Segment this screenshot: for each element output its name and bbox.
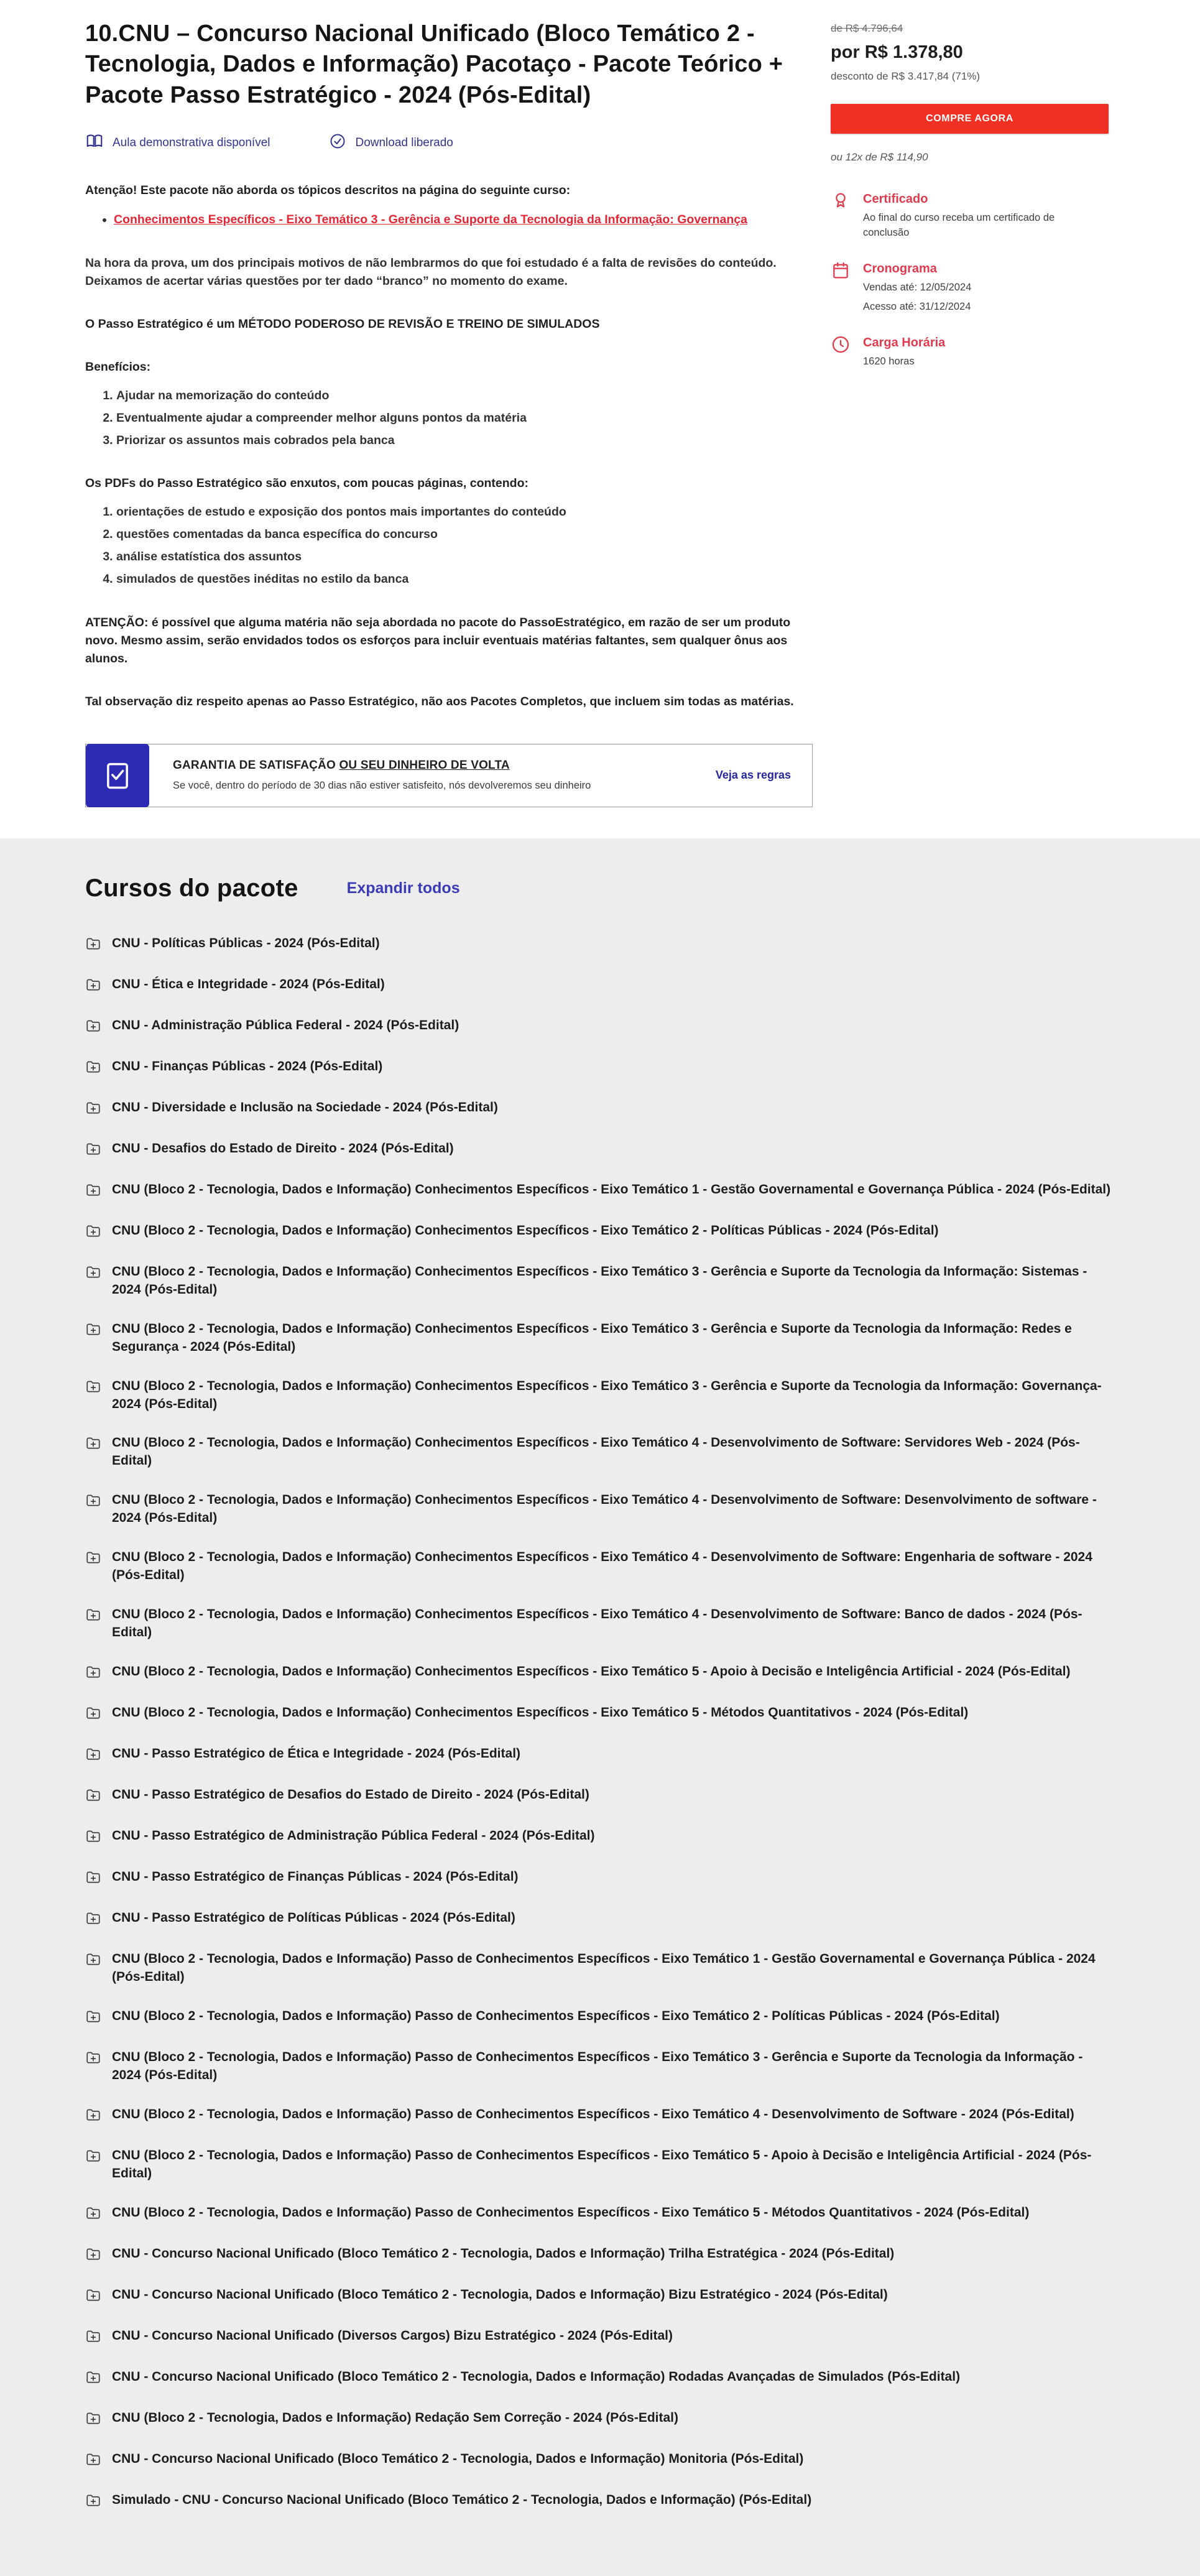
course-row[interactable]	[85, 1909, 1115, 1929]
course-title: CNU (Bloco 2 - Tecnologia, Dados e Informação) Conhecimentos Específicos - Eixo Temático 2 - Políticas Públicas - 2024 (Pós-Edital)	[112, 1223, 939, 1238]
old-price: de R$ 4.796,64	[831, 22, 903, 34]
purchase-info-body	[863, 192, 1099, 241]
guarantee-title-plain: GARANTIA DE SATISFAÇÃO	[173, 759, 339, 772]
purchase-info-line: 1620 horas	[863, 355, 915, 367]
pdf-content-item: 4. simulados de questões inéditas no estilo da banca	[116, 570, 808, 588]
purchase-info-list	[831, 192, 1117, 369]
course-row[interactable]	[85, 935, 1115, 955]
course-title: CNU - Passo Estratégico de Políticas Públicas - 2024 (Pós-Edital)	[112, 1911, 515, 1925]
purchase-info-title: Cronograma	[863, 261, 937, 276]
folder-plus-icon	[85, 976, 101, 996]
course-title: CNU - Passo Estratégico de Administração Pública Federal - 2024 (Pós-Edital)	[112, 1828, 595, 1843]
purchase-info-item	[831, 336, 1117, 369]
course-title: CNU (Bloco 2 - Tecnologia, Dados e Informação) Conhecimentos Específicos - Eixo Temático 4 - Desenvolvimento de Software: Desenvolvimento de software - 2024 (Pós-Edital)	[112, 1493, 1097, 1526]
installments-label: ou 12x de R$ 114,90	[831, 151, 928, 163]
medal-icon	[831, 192, 851, 241]
folder-plus-icon	[85, 1263, 101, 1283]
course-row[interactable]	[85, 1320, 1115, 1356]
folder-plus-icon	[85, 1950, 101, 1970]
course-title: CNU (Bloco 2 - Tecnologia, Dados e Informação) Redação Sem Correção - 2024 (Pós-Edital)	[112, 2411, 678, 2425]
course-row[interactable]	[85, 2008, 1115, 2027]
purchase-panel	[831, 19, 1117, 838]
course-row[interactable]	[85, 1549, 1115, 1585]
course-title: CNU (Bloco 2 - Tecnologia, Dados e Informação) Passo de Conhecimentos Específicos - Eixo Temático 3 - Gerência e Suporte da Tecnologia da Informação - 2024 (Pós-Edital)	[112, 2050, 1083, 2083]
folder-plus-icon	[85, 1434, 101, 1454]
benefits-title: Benefícios:	[85, 360, 151, 374]
course-title: CNU (Bloco 2 - Tecnologia, Dados e Informação) Conhecimentos Específicos - Eixo Temático 1 - Gestão Governamental e Governança Pública - 2024 (Pós-Edital)	[112, 1182, 1111, 1197]
benefits-list	[116, 387, 808, 450]
course-title: CNU (Bloco 2 - Tecnologia, Dados e Informação) Passo de Conhecimentos Específicos - Eixo Temático 2 - Políticas Públicas - 2024 (Pós-Edital)	[112, 2009, 1000, 2024]
folder-plus-icon	[85, 2106, 101, 2126]
package-description	[85, 182, 808, 711]
folder-plus-icon	[85, 2327, 101, 2347]
course-row[interactable]	[85, 2327, 1115, 2347]
page-title: 10.CNU – Concurso Nacional Unificado (Bloco Temático 2 - Tecnologia, Dados e Informação) Pacotaço - Pacote Teórico + Pacote Passo Estratégico - 2024 (Pós-Edital)	[85, 21, 783, 108]
book-icon	[85, 132, 104, 154]
course-title: CNU - Passo Estratégico de Finanças Públicas - 2024 (Pós-Edital)	[112, 1869, 519, 1884]
course-row[interactable]	[85, 2049, 1115, 2085]
excluded-course-link[interactable]: Conhecimentos Específicos - Eixo Temático 3 - Gerência e Suporte da Tecnologia da Informação: Governança	[114, 213, 747, 227]
folder-plus-icon	[85, 1099, 101, 1119]
check-circle-icon	[329, 132, 346, 154]
purchase-info-body	[863, 262, 971, 315]
folder-plus-icon	[85, 1181, 101, 1201]
pdf-contents-list	[116, 503, 808, 589]
folder-plus-icon	[85, 1606, 101, 1626]
guarantee-text	[149, 759, 716, 792]
course-title: CNU - Diversidade e Inclusão na Sociedade - 2024 (Pós-Edital)	[112, 1100, 498, 1114]
purchase-info-title: Carga Horária	[863, 335, 946, 350]
pdfs-title: Os PDFs do Passo Estratégico são enxutos, com poucas páginas, contendo:	[85, 476, 528, 491]
course-title: CNU (Bloco 2 - Tecnologia, Dados e Informação) Conhecimentos Específicos - Eixo Temático 5 - Apoio à Decisão e Inteligência Artificial - 2024 (Pós-Edital)	[112, 1664, 1071, 1679]
course-row[interactable]	[85, 2245, 1115, 2265]
course-row[interactable]	[85, 1827, 1115, 1847]
course-title: CNU (Bloco 2 - Tecnologia, Dados e Informação) Passo de Conhecimentos Específicos - Eixo Temático 5 - Apoio à Decisão e Inteligência Artificial - 2024 (Pós-Edital)	[112, 2148, 1092, 2181]
course-row[interactable]	[85, 2286, 1115, 2306]
badge-demo-lesson-label: Aula demonstrativa disponível	[113, 136, 270, 150]
top-section	[0, 0, 1200, 838]
folder-plus-icon	[85, 1868, 101, 1888]
main-column	[85, 19, 808, 838]
course-title: CNU (Bloco 2 - Tecnologia, Dados e Informação) Conhecimentos Específicos - Eixo Temático 4 - Desenvolvimento de Software: Engenharia de software - 2024 (Pós-Edital)	[112, 1550, 1092, 1583]
course-row[interactable]	[85, 1140, 1115, 1160]
purchase-info-line: Acesso até: 31/12/2024	[863, 300, 971, 312]
course-title: CNU - Concurso Nacional Unificado (Bloco Temático 2 - Tecnologia, Dados e Informação) Trilha Estratégica - 2024 (Pós-Edital)	[112, 2246, 895, 2261]
folder-plus-icon	[85, 2286, 101, 2306]
course-row[interactable]	[85, 2368, 1115, 2388]
course-row[interactable]	[85, 1745, 1115, 1765]
pdf-content-item: 2. questões comentadas da banca específica do concurso	[116, 526, 808, 544]
courses-section-title: Cursos do pacote	[85, 874, 298, 902]
paragraph-method: O Passo Estratégico é um MÉTODO PODEROSO DE REVISÃO E TREINO DE SIMULADOS	[85, 317, 600, 331]
course-row[interactable]	[85, 1222, 1115, 1242]
clipboard-check-icon	[86, 744, 149, 807]
badges-row	[85, 132, 808, 154]
course-title: CNU (Bloco 2 - Tecnologia, Dados e Informação) Conhecimentos Específicos - Eixo Temático 3 - Gerência e Suporte da Tecnologia da Informação: Sistemas - 2024 (Pós-Edital)	[112, 1264, 1087, 1297]
folder-plus-icon	[85, 1704, 101, 1724]
folder-plus-icon	[85, 1320, 101, 1340]
course-row[interactable]	[85, 2409, 1115, 2429]
folder-plus-icon	[85, 1491, 101, 1511]
course-title: CNU - Concurso Nacional Unificado (Bloco Temático 2 - Tecnologia, Dados e Informação) Rodadas Avançadas de Simulados (Pós-Edital)	[112, 2370, 961, 2384]
badge-download	[329, 132, 453, 154]
course-title: CNU - Concurso Nacional Unificado (Bloco Temático 2 - Tecnologia, Dados e Informação) Monitoria (Pós-Edital)	[112, 2452, 804, 2467]
course-row[interactable]	[85, 1099, 1115, 1119]
benefit-item: 1. Ajudar na memorização do conteúdo	[116, 387, 808, 405]
course-title: CNU (Bloco 2 - Tecnologia, Dados e Informação) Conhecimentos Específicos - Eixo Temático 3 - Gerência e Suporte da Tecnologia da Informação: Redes e Segurança - 2024 (Pós-Edital)	[112, 1321, 1072, 1354]
folder-plus-icon	[85, 1017, 101, 1037]
folder-plus-icon	[85, 2409, 101, 2429]
course-row[interactable]	[85, 1606, 1115, 1642]
final-note: Tal observação diz respeito apenas ao Passo Estratégico, não aos Pacotes Completos, que incluem sim todas as matérias.	[85, 695, 794, 709]
attention-note: ATENÇÃO: é possível que alguma matéria não seja abordada no pacote do PassoEstratégico, em razão de ser um produto novo. Mesmo assim, serão envidados todos os esforços para incluir eventuais matérias faltantes, sem qualquer ônus aos alunos.	[85, 615, 791, 666]
benefit-item: 3. Priorizar os assuntos mais cobrados pela banca	[116, 432, 808, 450]
course-list	[85, 935, 1115, 2511]
folder-plus-icon	[85, 1786, 101, 1806]
course-row[interactable]	[85, 1868, 1115, 1888]
badge-download-label: Download liberado	[355, 136, 453, 150]
course-title: CNU - Concurso Nacional Unificado (Diversos Cargos) Bizu Estratégico - 2024 (Pós-Edital)	[112, 2328, 673, 2343]
folder-plus-icon	[85, 2147, 101, 2167]
course-title: CNU (Bloco 2 - Tecnologia, Dados e Informação) Conhecimentos Específicos - Eixo Temático 5 - Métodos Quantitativos - 2024 (Pós-Edital)	[112, 1705, 969, 1720]
purchase-info-item	[831, 262, 1117, 315]
folder-plus-icon	[85, 1378, 101, 1397]
course-title: CNU - Políticas Públicas - 2024 (Pós-Edital)	[112, 935, 380, 950]
course-row[interactable]	[85, 1181, 1115, 1201]
badge-demo-lesson	[85, 132, 270, 154]
course-row[interactable]	[85, 2106, 1115, 2126]
course-row[interactable]	[85, 1017, 1115, 1037]
folder-plus-icon	[85, 1058, 101, 1078]
course-row[interactable]	[85, 1786, 1115, 1806]
benefit-item: 2. Eventualmente ajudar a compreender melhor alguns pontos da matéria	[116, 409, 808, 427]
folder-plus-icon	[85, 2245, 101, 2265]
guarantee-title-underlined: OU SEU DINHEIRO DE VOLTA	[339, 759, 510, 772]
excluded-course-list	[114, 211, 808, 229]
purchase-info-line: Vendas até: 12/05/2024	[863, 281, 972, 293]
folder-plus-icon	[85, 1745, 101, 1765]
course-title: CNU (Bloco 2 - Tecnologia, Dados e Informação) Passo de Conhecimentos Específicos - Eixo Temático 5 - Métodos Quantitativos - 2024 (Pós-Edital)	[112, 2205, 1030, 2220]
folder-plus-icon	[85, 1827, 101, 1847]
course-title: CNU - Passo Estratégico de Desafios do Estado de Direito - 2024 (Pós-Edital)	[112, 1787, 589, 1802]
purchase-info-item	[831, 192, 1117, 241]
guarantee-title	[173, 759, 716, 772]
folder-plus-icon	[85, 2204, 101, 2224]
warning-intro: Atenção! Este pacote não aborda os tópicos descritos na página do seguinte curso:	[85, 183, 571, 198]
purchase-info-body	[863, 336, 945, 369]
discount-label: desconto de R$ 3.417,84 (71%)	[831, 70, 981, 82]
folder-plus-icon	[85, 1549, 101, 1568]
current-price: por R$ 1.378,80	[831, 42, 963, 62]
course-title: Simulado - CNU - Concurso Nacional Unificado (Bloco Temático 2 - Tecnologia, Dados e Informação) (Pós-Edital)	[112, 2493, 812, 2508]
folder-plus-icon	[85, 2491, 101, 2511]
course-title: CNU - Concurso Nacional Unificado (Bloco Temático 2 - Tecnologia, Dados e Informação) Bizu Estratégico - 2024 (Pós-Edital)	[112, 2287, 888, 2302]
pdf-content-item: 1. orientações de estudo e exposição dos pontos mais importantes do conteúdo	[116, 503, 808, 521]
folder-plus-icon	[85, 2368, 101, 2388]
course-title: CNU - Passo Estratégico de Ética e Integridade - 2024 (Pós-Edital)	[112, 1746, 521, 1761]
folder-plus-icon	[85, 2049, 101, 2069]
course-title: CNU - Administração Pública Federal - 2024 (Pós-Edital)	[112, 1017, 459, 1032]
course-row[interactable]	[85, 1950, 1115, 1986]
folder-plus-icon	[85, 2008, 101, 2027]
course-row[interactable]	[85, 1058, 1115, 1078]
course-row[interactable]	[85, 976, 1115, 996]
course-row[interactable]	[85, 1491, 1115, 1527]
course-title: CNU (Bloco 2 - Tecnologia, Dados e Informação) Conhecimentos Específicos - Eixo Temático 4 - Desenvolvimento de Software: Servidores Web - 2024 (Pós-Edital)	[112, 1435, 1080, 1468]
folder-plus-icon	[85, 935, 101, 955]
clock-icon	[831, 336, 851, 369]
course-row[interactable]	[85, 2204, 1115, 2224]
excluded-course-item	[114, 211, 808, 229]
expand-all-link[interactable]: Expandir todos	[346, 879, 460, 897]
course-row[interactable]	[85, 2491, 1115, 2511]
course-row[interactable]	[85, 1378, 1115, 1414]
courses-section	[0, 838, 1200, 2576]
folder-plus-icon	[85, 1222, 101, 1242]
guarantee-subtitle: Se você, dentro do período de 30 dias não estiver satisfeito, nós devolveremos seu dinheiro	[173, 780, 591, 792]
course-row[interactable]	[85, 2147, 1115, 2183]
course-row[interactable]	[85, 1434, 1115, 1470]
folder-plus-icon	[85, 1663, 101, 1683]
calendar-icon	[831, 262, 851, 315]
course-title: CNU (Bloco 2 - Tecnologia, Dados e Informação) Passo de Conhecimentos Específicos - Eixo Temático 1 - Gestão Governamental e Governança Pública - 2024 (Pós-Edital)	[112, 1952, 1096, 1985]
spacer	[85, 807, 808, 838]
course-row[interactable]	[85, 1704, 1115, 1724]
paragraph-review: Na hora da prova, um dos principais motivos de não lembrarmos do que foi estudado é a falta de revisões do conteúdo. Deixamos de acertar várias questões por ter dado “branco” no momento do exame.	[85, 256, 777, 288]
course-row[interactable]	[85, 1263, 1115, 1299]
course-row[interactable]	[85, 2450, 1115, 2470]
course-title: CNU (Bloco 2 - Tecnologia, Dados e Informação) Conhecimentos Específicos - Eixo Temático 4 - Desenvolvimento de Software: Banco de dados - 2024 (Pós-Edital)	[112, 1607, 1082, 1640]
folder-plus-icon	[85, 2450, 101, 2470]
course-title: CNU - Ética e Integridade - 2024 (Pós-Edital)	[112, 976, 385, 991]
courses-header	[85, 874, 1115, 902]
buy-now-button[interactable]: COMPRE AGORA	[831, 104, 1109, 134]
guarantee-rules-link[interactable]: Veja as regras	[715, 769, 791, 782]
folder-plus-icon	[85, 1140, 101, 1160]
guarantee-banner	[85, 744, 813, 807]
course-title: CNU (Bloco 2 - Tecnologia, Dados e Informação) Passo de Conhecimentos Específicos - Eixo Temático 4 - Desenvolvimento de Software - 2024 (Pós-Edital)	[112, 2107, 1074, 2122]
course-row[interactable]	[85, 1663, 1115, 1683]
purchase-info-title: Certificado	[863, 192, 928, 206]
course-title: CNU - Finanças Públicas - 2024 (Pós-Edital)	[112, 1059, 383, 1073]
course-title: CNU (Bloco 2 - Tecnologia, Dados e Informação) Conhecimentos Específicos - Eixo Temático 3 - Gerência e Suporte da Tecnologia da Informação: Governança- 2024 (Pós-Edital)	[112, 1378, 1102, 1411]
folder-plus-icon	[85, 1909, 101, 1929]
pdf-content-item: 3. análise estatística dos assuntos	[116, 548, 808, 566]
course-title: CNU - Desafios do Estado de Direito - 2024 (Pós-Edital)	[112, 1141, 454, 1156]
purchase-info-line: Ao final do curso receba um certificado de conclusão	[863, 212, 1055, 238]
